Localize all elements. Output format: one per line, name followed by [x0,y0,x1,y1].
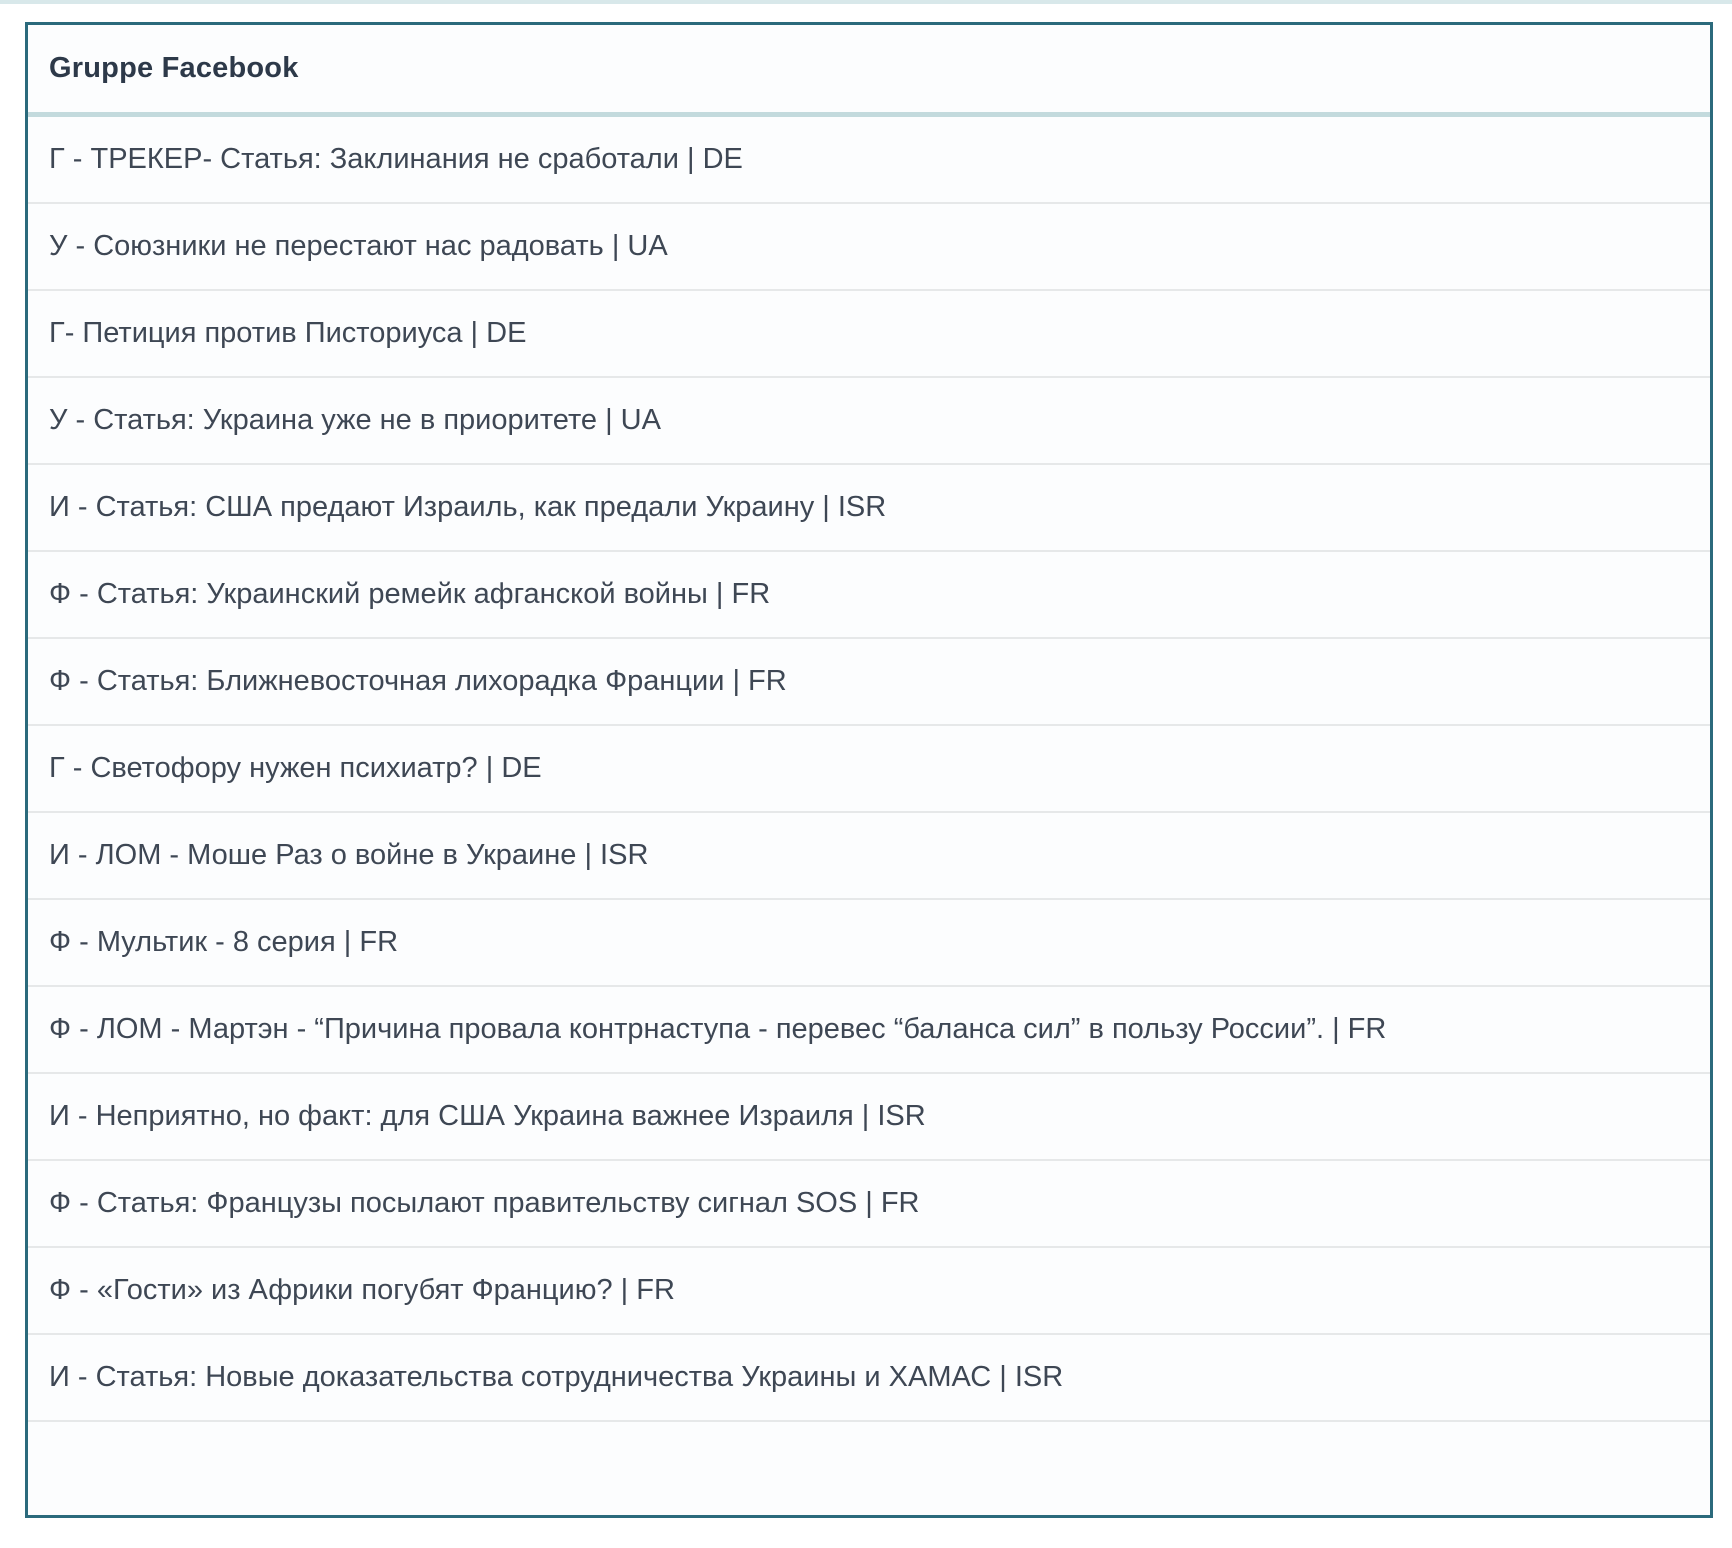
row-label: Ф - «Гости» из Африки погубят Францию? | FR [49,1274,675,1306]
table-row[interactable] [28,1248,1710,1335]
table-header [28,25,1710,117]
row-label: И - Неприятно, но факт: для США Украина важнее Израиля | ISR [49,1100,926,1132]
row-label: Ф - ЛОМ - Мартэн - “Причина провала контрнаступа - перевес “баланса сил” в пользу России”. | FR [49,1013,1387,1045]
row-label: Ф - Статья: Ближневосточная лихорадка Франции | FR [49,665,787,697]
table-row[interactable] [28,1161,1710,1248]
table-row[interactable] [28,291,1710,378]
row-label: Г - ТРЕКЕР- Статья: Заклинания не сработали | DE [49,143,743,175]
row-label: И - Статья: Новые доказательства сотрудничества Украины и ХАМАС | ISR [49,1361,1064,1393]
table-row[interactable] [28,639,1710,726]
table-row[interactable] [28,552,1710,639]
table-row[interactable] [28,813,1710,900]
table-row[interactable] [28,378,1710,465]
table-row[interactable] [28,900,1710,987]
table-row[interactable] [28,726,1710,813]
facebook-groups-table [25,22,1713,1518]
table-row[interactable] [28,465,1710,552]
table-body [28,117,1710,1422]
row-label: У - Союзники не перестают нас радовать | UA [49,230,668,262]
table-empty-row [28,1422,1710,1515]
table-row[interactable] [28,1074,1710,1161]
row-label: Ф - Статья: Французы посылают правительству сигнал SOS | FR [49,1187,920,1219]
top-edge-divider [0,0,1732,4]
table-row[interactable] [28,987,1710,1074]
row-label: И - ЛОМ - Моше Раз о войне в Украине | ISR [49,839,649,871]
row-label: У - Статья: Украина уже не в приоритете | UA [49,404,661,436]
row-label: Г - Светофору нужен психиатр? | DE [49,752,542,784]
table-row[interactable] [28,204,1710,291]
row-label: Г- Петиция против Писториуса | DE [49,317,527,349]
table-header-label: Gruppe Facebook [49,52,299,84]
row-label: И - Статья: США предают Израиль, как предали Украину | ISR [49,491,887,523]
table-row[interactable] [28,1335,1710,1422]
table-row[interactable] [28,117,1710,204]
row-label: Ф - Статья: Украинский ремейк афганской войны | FR [49,578,771,610]
row-label: Ф - Мультик - 8 серия | FR [49,926,399,958]
